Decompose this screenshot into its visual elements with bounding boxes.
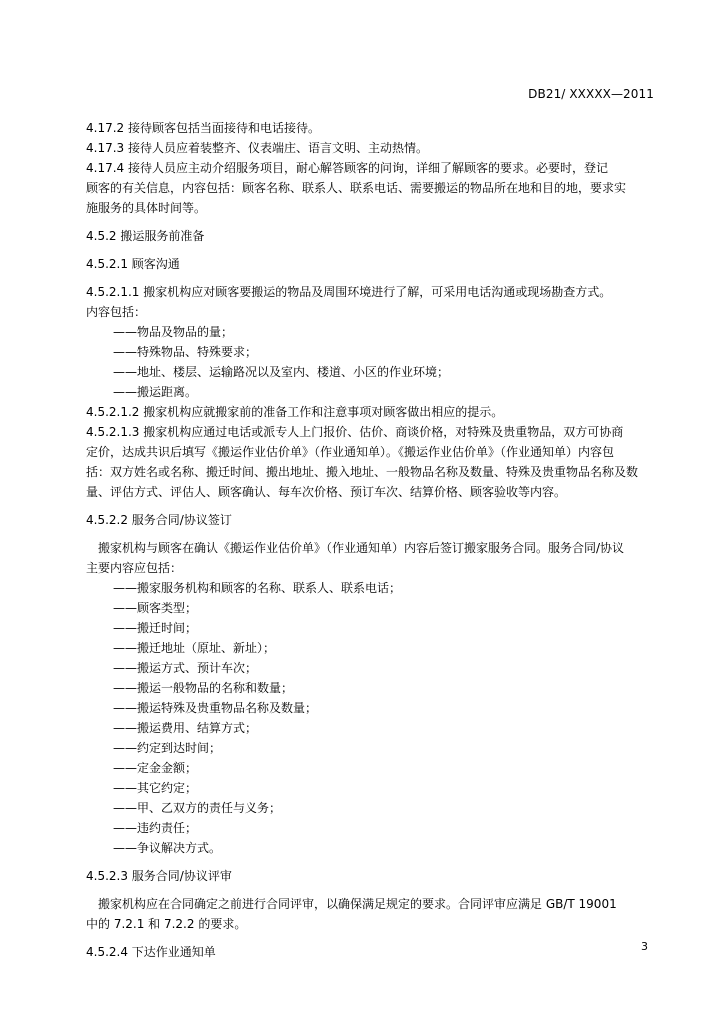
standard-code: DB21/ XXXXX—2011: [528, 87, 654, 101]
clause-4-5-2-2-body-line: 搬家机构与顾客在确认《搬运作业估价单》（作业通知单）内容后签订搬家服务合同。服务合同/协议: [98, 541, 625, 555]
clause-4-17-4-line: 4.17.4 接待人员应主动介绍服务项目，耐心解答顾客的问询，详细了解顾客的要求。必要时，登记: [86, 161, 608, 175]
page-number: 3: [641, 940, 648, 953]
list-item: ——争议解决方式。: [113, 841, 222, 855]
list-item: ——搬家服务机构和顾客的名称、联系人、联系电话；: [113, 581, 402, 595]
clause-4-17-4-line: 顾客的有关信息，内容包括：顾客名称、联系人、联系电话、需要搬运的物品所在地和目的地，要求实: [86, 181, 627, 195]
clause-4-5-2-1-2: 4.5.2.1.2 搬家机构应就搬家前的准备工作和注意事项对顾客做出相应的提示。: [86, 405, 504, 419]
list-item: ——定金金额；: [113, 761, 198, 775]
clause-4-5-2-3-body-line: 中的 7.2.1 和 7.2.2 的要求。: [86, 917, 247, 931]
list-item: ——搬迁时间；: [113, 621, 198, 635]
clause-4-5-2-1-3-line: 4.5.2.1.3 搬家机构应通过电话或派专人上门报价、估价、商谈价格，对特殊及贵重物品，双方可协商: [86, 425, 624, 439]
section-heading-4-5-2: 4.5.2 搬运服务前准备: [86, 229, 205, 243]
list-item: ——其它约定；: [113, 781, 198, 795]
list-item: ——搬迁地址（原址、新址）；: [113, 641, 276, 655]
clause-4-5-2-1-3-line: 量、评估方式、评估人、顾客确认、每车次价格、预订车次、结算价格、顾客验收等内容。: [86, 485, 567, 499]
list-item: ——特殊物品、特殊要求；: [113, 345, 258, 359]
clause-4-5-2-1-1-line: 内容包括：: [86, 305, 147, 319]
document-body: [86, 118, 656, 962]
clause-4-5-2-1-3-line: 定价，达成共识后填写《搬运作业估价单》（作业通知单）。《搬运作业估价单》（作业通知单）内容包: [86, 445, 615, 459]
list-item: ——违约责任；: [113, 821, 198, 835]
list-item: ——甲、乙双方的责任与义务；: [113, 801, 282, 815]
clause-4-5-2-3-body-line: 搬家机构应在合同确定之前进行合同评审，以确保满足规定的要求。合同评审应满足 GB/T 19001: [98, 897, 617, 911]
list-item: ——顾客类型；: [113, 601, 198, 615]
section-heading-4-5-2-2: 4.5.2.2 服务合同/协议签订: [86, 513, 232, 527]
clause-4-17-3: 4.17.3 接待人员应着装整齐、仪表端庄、语言文明、主动热情。: [86, 141, 428, 155]
list-item: ——约定到达时间；: [113, 741, 222, 755]
section-heading-4-5-2-3: 4.5.2.3 服务合同/协议评审: [86, 869, 232, 883]
section-heading-4-5-2-4: 4.5.2.4 下达作业通知单: [86, 945, 216, 959]
list-item: ——地址、楼层、运输路况以及室内、楼道、小区的作业环境；: [113, 365, 450, 379]
list-item: ——搬运费用、结算方式；: [113, 721, 258, 735]
clause-4-5-2-2-body-line: 主要内容应包括：: [86, 561, 183, 575]
list-item: ——搬运方式、预计车次；: [113, 661, 258, 675]
clause-4-5-2-1-3-line: 括：双方姓名或名称、搬迁时间、搬出地址、搬入地址、一般物品名称及数量、特殊及贵重物品名称及数: [86, 465, 639, 479]
list-item: ——搬运特殊及贵重物品名称及数量；: [113, 701, 318, 715]
clause-4-17-2: 4.17.2 接待顾客包括当面接待和电话接待。: [86, 121, 320, 135]
clause-4-17-4-line: 施服务的具体时间等。: [86, 201, 207, 215]
section-heading-4-5-2-1: 4.5.2.1 顾客沟通: [86, 257, 180, 271]
clause-4-5-2-1-1-line: 4.5.2.1.1 搬家机构应对顾客要搬运的物品及周围环境进行了解，可采用电话沟通或现场勘查方式。: [86, 285, 612, 299]
list-item: ——搬运一般物品的名称和数量；: [113, 681, 294, 695]
list-item: ——物品及物品的量；: [113, 325, 234, 339]
list-item: ——搬运距离。: [113, 385, 198, 399]
